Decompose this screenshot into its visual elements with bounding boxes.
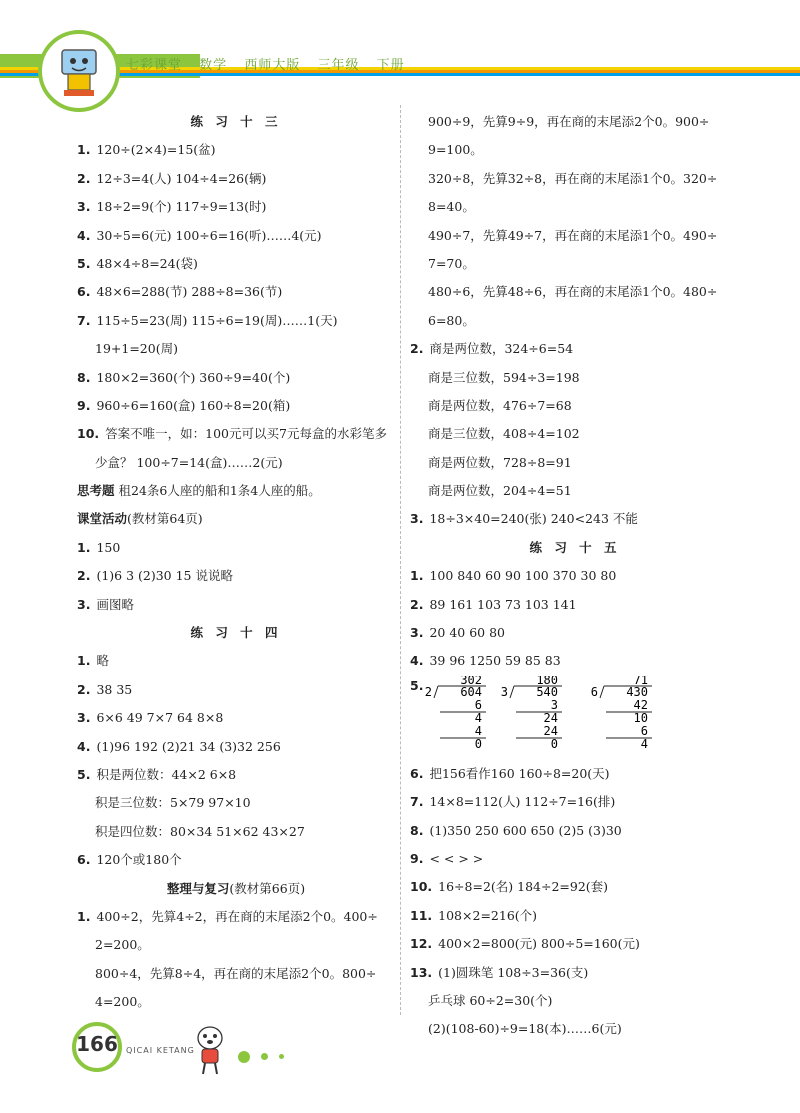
answer-line [410, 136, 740, 164]
answer-line [410, 108, 740, 136]
division-step: 3 [550, 697, 558, 712]
item-number: 3. [410, 511, 424, 527]
answer-line [77, 789, 395, 817]
item-number: 3. [410, 625, 424, 641]
item-number: 8. [410, 822, 424, 838]
column-divider [400, 105, 401, 1015]
item-number: 6. [77, 284, 91, 300]
activity-ref: (教材第64页) [127, 511, 203, 527]
answer-line [77, 960, 395, 988]
answer-text: 积是三位数：5×79 97×10 [95, 795, 251, 811]
answer-text: 48×6=288(节) 288÷8=36(节) [96, 284, 283, 300]
answer-text: 320÷8，先算32÷8，再在商的末尾添1个0。320÷ [428, 170, 718, 186]
answer-text: 商是三位数，408÷4=102 [428, 426, 580, 442]
division-bracket [510, 686, 514, 698]
section-heading-13: 练 习 十 三 [190, 114, 282, 129]
item-number: 12. [410, 936, 433, 952]
exercise-14-list [77, 647, 395, 874]
answer-text: 商是两位数，324÷6=54 [429, 341, 574, 357]
answer-text: 16÷8=2(名) 184÷2=92(套) [438, 879, 609, 895]
answer-text: 490÷7，先算49÷7，再在商的末尾添1个0。490÷ [428, 227, 718, 243]
item-number: 2. [410, 596, 424, 612]
dividend: 540 [536, 684, 558, 699]
item-number: 7. [410, 794, 424, 810]
answer-line [77, 222, 395, 250]
answer-line [77, 647, 395, 675]
answer-line [77, 392, 395, 420]
header-stripe-blue [0, 73, 800, 76]
section-heading-14: 练 习 十 四 [190, 625, 282, 641]
item-number: 6. [77, 852, 91, 868]
think-text: 租24条6人座的船和1条4人座的船。 [118, 483, 321, 499]
answer-line [410, 449, 740, 477]
divisor: 2 [424, 684, 432, 699]
dog-mascot-icon [190, 1020, 230, 1080]
footer-dots [238, 1046, 290, 1065]
item-number: 5. [77, 255, 91, 271]
answer-text: 7=70。 [428, 255, 475, 271]
exercise-15a-list [410, 562, 740, 676]
answer-text: 400÷2，先算4÷2，再在商的末尾添2个0。400÷ [96, 908, 378, 924]
division-step: 4 [474, 710, 482, 725]
review-list [77, 903, 395, 1017]
answer-line [77, 818, 395, 846]
page-number: 166 [76, 1032, 118, 1056]
answer-line [77, 562, 395, 590]
answer-text: 商是两位数，476÷7=68 [428, 397, 572, 413]
answer-line [77, 449, 395, 477]
answer-text: 4=200。 [95, 994, 150, 1010]
answer-text: 9=100。 [428, 142, 483, 158]
logo-mascot-icon [38, 30, 120, 112]
review-heading [77, 875, 395, 903]
activity-list [77, 534, 395, 619]
answer-line [77, 903, 395, 931]
answer-line [410, 1015, 740, 1043]
answer-text: 120÷(2×4)=15(盆) [96, 142, 216, 158]
exercise-13-list [77, 136, 395, 477]
item-number: 9. [410, 850, 424, 866]
item-number: 3. [77, 199, 91, 215]
division-bracket [600, 686, 604, 698]
dot-icon [279, 1054, 284, 1059]
answer-line [410, 562, 740, 590]
think-label: 思考题 [77, 483, 115, 499]
item-number: 2. [77, 681, 91, 697]
answer-text: 答案不唯一，如：100元可以买7元每盒的水彩笔多 [105, 426, 387, 442]
answer-line [410, 930, 740, 958]
item-number: 5. [77, 766, 91, 782]
section-heading-15: 练 习 十 五 [529, 539, 621, 555]
answer-line [410, 987, 740, 1015]
item-number: 1. [410, 568, 424, 584]
answer-line [410, 505, 740, 533]
answer-line [77, 307, 395, 335]
answer-text: (1)350 250 600 650 (2)5 (3)30 [429, 822, 622, 838]
answer-text: 20 40 60 80 [429, 625, 505, 641]
answer-text: 略 [96, 653, 109, 669]
answer-line [77, 278, 395, 306]
item-number: 8. [77, 369, 91, 385]
item-number: 6. [410, 765, 424, 781]
answer-line [410, 591, 740, 619]
item-number: 2. [77, 170, 91, 186]
answer-line [410, 845, 740, 873]
item-number: 10. [77, 426, 100, 442]
answer-text: (2)(108-60)÷9=18(本)……6(元) [428, 1021, 622, 1037]
answer-text: 48×4÷8=24(袋) [96, 255, 198, 271]
answer-line [410, 619, 740, 647]
answer-line [77, 676, 395, 704]
answer-text: 18÷2=9(个) 117÷9=13(时) [96, 199, 267, 215]
answer-text: 100 840 60 90 100 370 30 80 [429, 568, 617, 584]
answer-line [77, 846, 395, 874]
answer-line [410, 165, 740, 193]
item-number: 7. [77, 312, 91, 328]
answer-text: 39 96 1250 59 85 83 [429, 653, 561, 669]
answer-line [77, 165, 395, 193]
answer-line [410, 278, 740, 306]
answer-text: 把156看作160 160÷8=20(天) [429, 765, 610, 781]
left-column [77, 108, 395, 1017]
item-number: 9. [77, 397, 91, 413]
answer-line [77, 761, 395, 789]
divisor: 3 [500, 684, 508, 699]
division-step: 42 [633, 697, 648, 712]
item-number: 1. [77, 653, 91, 669]
answer-text: 89 161 103 73 103 141 [429, 596, 577, 612]
dot-icon [238, 1051, 250, 1063]
answer-line [410, 817, 740, 845]
answer-text: 6×6 49 7×7 64 8×8 [96, 710, 224, 726]
answer-line [77, 704, 395, 732]
header-subject: 数学 [199, 58, 228, 73]
answer-line [410, 193, 740, 221]
answer-line [77, 193, 395, 221]
footer-brand: QICAI KETANG [126, 1046, 195, 1055]
item-number: 10. [410, 879, 433, 895]
answer-line [410, 873, 740, 901]
quotient: 180 [536, 675, 558, 687]
answer-line [77, 534, 395, 562]
item-number: 4. [77, 227, 91, 243]
item-number: 4. [77, 738, 91, 754]
right-column [410, 108, 740, 1044]
division-step: 4 [640, 736, 648, 751]
item-number: 2. [77, 568, 91, 584]
answer-text: 120个或180个 [96, 852, 182, 868]
answer-line [77, 420, 395, 448]
item-number: 1. [77, 908, 91, 924]
dividend: 604 [460, 684, 482, 699]
item-number: 5. [410, 677, 424, 693]
header-title [126, 54, 417, 73]
answer-line [77, 733, 395, 761]
answer-text: 少盒？ 100÷7=14(盒)……2(元) [95, 454, 283, 470]
answer-line [410, 307, 740, 335]
item-number: 3. [77, 710, 91, 726]
answer-text: 8=40。 [428, 199, 475, 215]
division-step: 24 [543, 710, 558, 725]
dot-icon [261, 1053, 268, 1060]
answer-line [77, 335, 395, 363]
division-step: 10 [633, 710, 648, 725]
division-bracket [434, 686, 438, 698]
answer-text: 14×8=112(人) 112÷7=16(排) [429, 794, 616, 810]
item-number: 2. [410, 341, 424, 357]
answer-line [410, 392, 740, 420]
answer-line [410, 364, 740, 392]
answer-text: 积是四位数：80×34 51×62 43×27 [95, 823, 305, 839]
divisor: 6 [590, 684, 598, 699]
activity-heading [77, 505, 395, 533]
answer-text: 150 [96, 539, 121, 555]
header-volume: 下册 [376, 58, 405, 73]
item-number: 1. [77, 142, 91, 158]
answer-text: 800÷4，先算8÷4，再在商的末尾添2个0。800÷ [95, 965, 377, 981]
answer-line [410, 477, 740, 505]
item-number: 11. [410, 907, 433, 923]
quotient: 71 [633, 675, 648, 687]
answer-text: 商是两位数，728÷8=91 [428, 454, 572, 470]
think-question [77, 477, 395, 505]
answer-line [77, 250, 395, 278]
answer-text: 商是两位数，204÷4=51 [428, 483, 572, 499]
long-division-block [410, 676, 740, 760]
answer-text: 画图略 [96, 596, 134, 612]
division-step: 24 [543, 723, 558, 738]
item-number: 13. [410, 964, 433, 980]
division-step: 6 [474, 697, 482, 712]
review-continued-list [410, 108, 740, 534]
answer-text: (1)6 3 (2)30 15 说说略 [96, 568, 233, 584]
header-grade: 三年级 [317, 58, 360, 73]
answer-text: 积是两位数：44×2 6×8 [96, 766, 237, 782]
answer-line [77, 591, 395, 619]
exercise-15b-list [410, 760, 740, 1044]
header-edition: 西师大版 [244, 58, 301, 73]
answer-text: 400×2=800(元) 800÷5=160(元) [438, 936, 640, 952]
review-label: 整理与复习 [166, 880, 230, 896]
answer-line [410, 420, 740, 448]
item-number: 4. [410, 653, 424, 669]
answer-line [410, 647, 740, 675]
answer-text: 商是三位数，594÷3=198 [428, 369, 580, 385]
header-brand: 七彩课堂 [126, 58, 183, 73]
division-step: 0 [550, 736, 558, 751]
division-step: 6 [640, 723, 648, 738]
answer-text: 2=200。 [95, 937, 150, 953]
answer-text: 108×2=216(个) [438, 907, 538, 923]
answer-text: 19+1=20(周) [95, 341, 178, 357]
answer-text: < < > > [429, 850, 484, 866]
quotient: 302 [460, 675, 482, 687]
review-ref: (教材第66页) [229, 880, 306, 896]
answer-text: 12÷3=4(人) 104÷4=26(辆) [96, 170, 267, 186]
answer-text: 115÷5=23(周) 115÷6=19(周)……1(天) [96, 312, 338, 328]
answer-text: 18÷3×40=240(张) 240<243 不能 [429, 511, 638, 527]
answer-text: (1)圆珠笔 108÷3=36(支) [438, 964, 589, 980]
answer-line [77, 988, 395, 1016]
answer-line [77, 364, 395, 392]
answer-text: 180×2=360(个) 360÷9=40(个) [96, 369, 291, 385]
answer-line [410, 335, 740, 363]
answer-text: 乒乓球 60÷2=30(个) [428, 992, 553, 1008]
answer-line [410, 250, 740, 278]
answer-text: 38 35 [96, 681, 133, 697]
item-number: 3. [77, 596, 91, 612]
answer-text: 6=80。 [428, 312, 475, 328]
answer-line [410, 760, 740, 788]
long-division-figures [410, 676, 740, 760]
division-step: 4 [474, 723, 482, 738]
answer-text: 960÷6=160(盒) 160÷8=20(箱) [96, 397, 291, 413]
answer-line [77, 136, 395, 164]
answer-text: (1)96 192 (2)21 34 (3)32 256 [96, 738, 281, 754]
answer-line [77, 931, 395, 959]
division-step: 0 [474, 736, 482, 751]
answer-line [410, 902, 740, 930]
answer-line [410, 788, 740, 816]
answer-line [410, 959, 740, 987]
answer-text: 900÷9，先算9÷9，再在商的末尾添2个0。900÷ [428, 114, 710, 129]
answer-text: 480÷6，先算48÷6，再在商的末尾添1个0。480÷ [428, 284, 718, 300]
item-number: 1. [77, 539, 91, 555]
dividend: 430 [626, 684, 648, 699]
activity-label: 课堂活动 [77, 511, 128, 527]
answer-line [410, 222, 740, 250]
answer-text: 30÷5=6(元) 100÷6=16(听)……4(元) [96, 227, 322, 243]
